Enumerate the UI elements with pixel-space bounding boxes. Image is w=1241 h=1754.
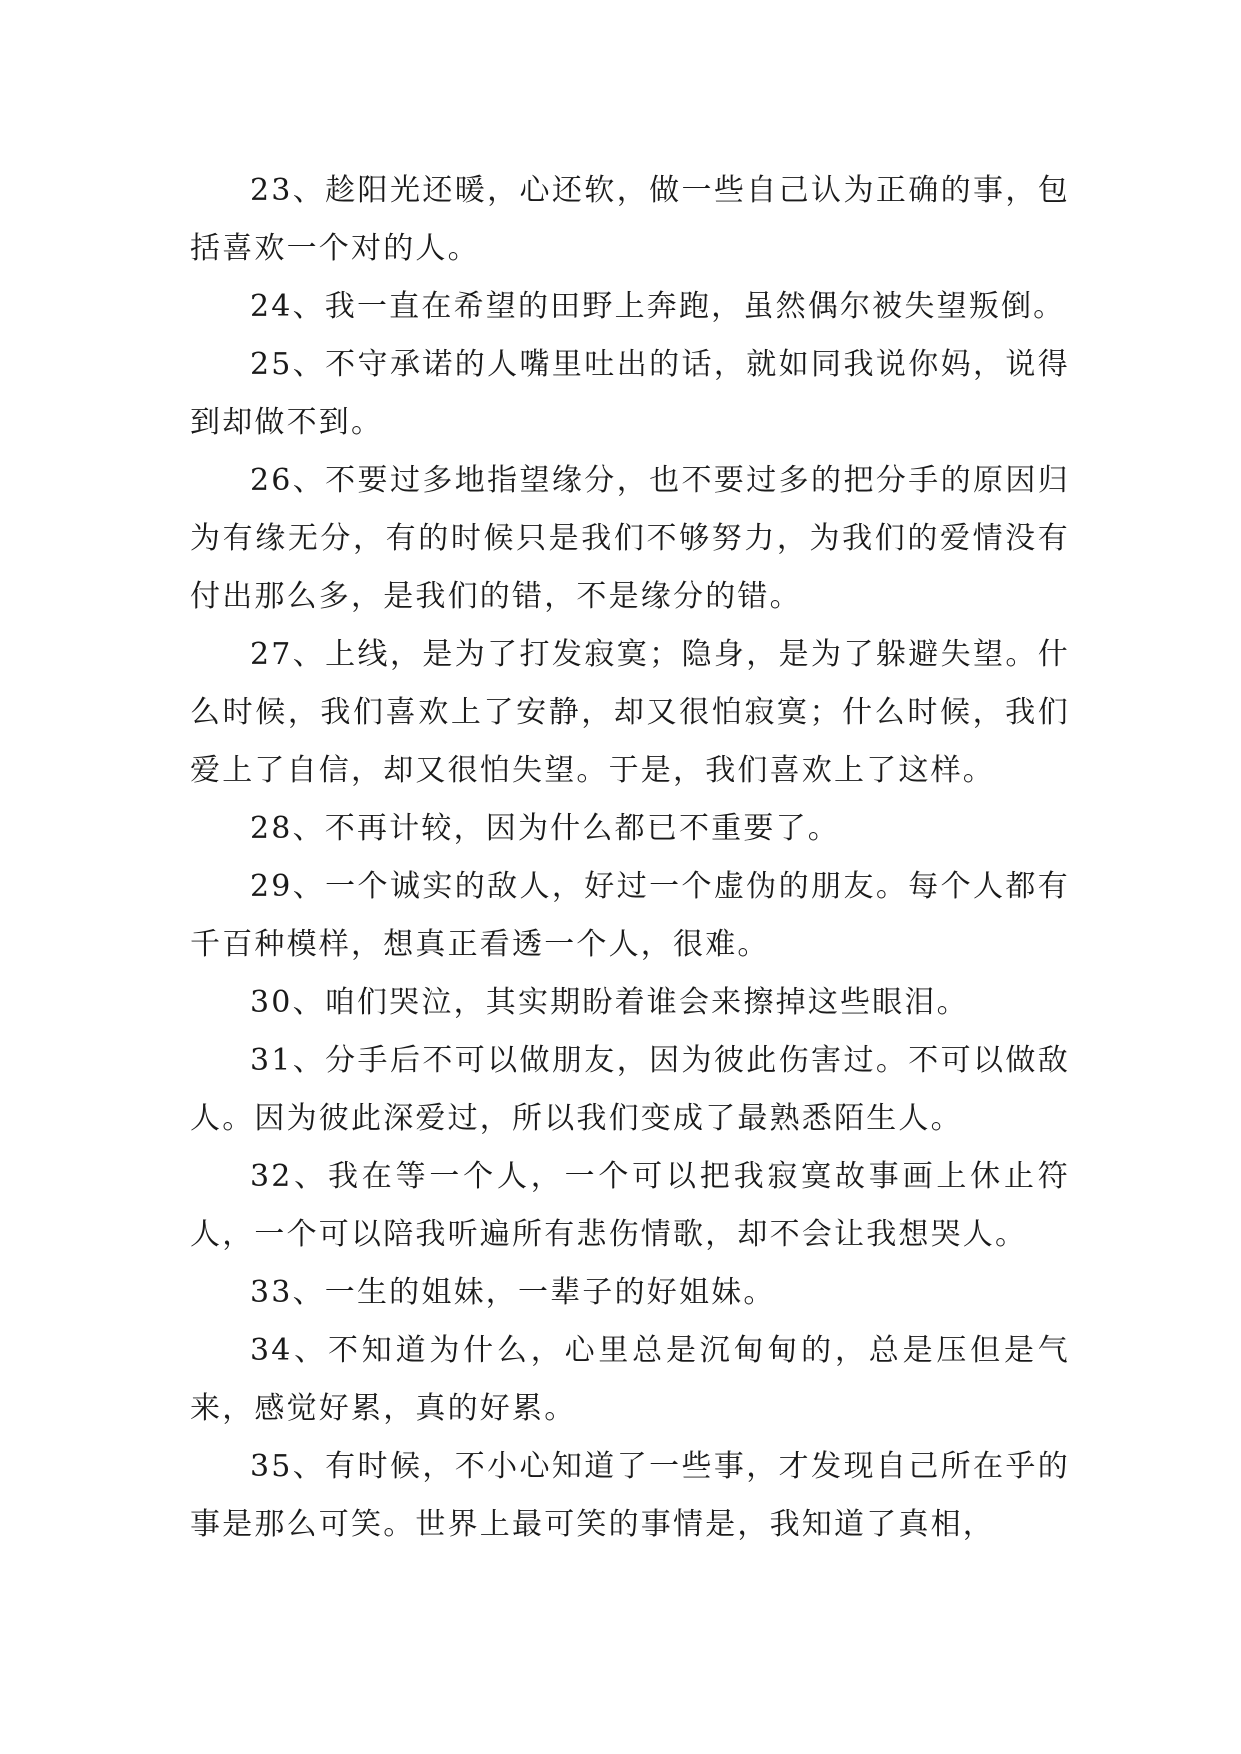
paragraph-26: 26、不要过多地指望缘分，也不要过多的把分手的原因归为有缘无分，有的时候只是我们不够努力，为我们的爱情没有付出那么多，是我们的错，不是缘分的错。 — [190, 463, 1070, 614]
paragraph-30: 30、咱们哭泣，其实期盼着谁会来擦掉这些眼泪。 — [250, 985, 969, 1020]
paragraph-31: 31、分手后不可以做朋友，因为彼此伤害过。不可以做敌人。因为彼此深爱过，所以我们变成了最熟悉陌生人。 — [190, 1043, 1070, 1136]
paragraph-23: 23、趁阳光还暖，心还软，做一些自己认为正确的事，包括喜欢一个对的人。 — [190, 173, 1070, 266]
paragraph-27: 27、上线，是为了打发寂寞；隐身，是为了躲避失望。什么时候，我们喜欢上了安静，却又很怕寂寞；什么时候，我们爱上了自信，却又很怕失望。于是，我们喜欢上了这样。 — [190, 637, 1070, 788]
paragraph-32: 32、我在等一个人，一个可以把我寂寞故事画上休止符人，一个可以陪我听遍所有悲伤情歌，却不会让我想哭人。 — [190, 1159, 1070, 1252]
document-body — [190, 162, 1070, 1554]
paragraph-25: 25、不守承诺的人嘴里吐出的话，就如同我说你妈，说得到却做不到。 — [190, 347, 1070, 440]
paragraph-29: 29、一个诚实的敌人，好过一个虚伪的朋友。每个人都有千百种模样，想真正看透一个人，很难。 — [190, 869, 1070, 962]
paragraph-34: 34、不知道为什么，心里总是沉甸甸的，总是压但是气来，感觉好累，真的好累。 — [190, 1333, 1070, 1426]
paragraph-24: 24、我一直在希望的田野上奔跑，虽然偶尔被失望叛倒。 — [250, 289, 1066, 324]
paragraph-33: 33、一生的姐妹，一辈子的好姐妹。 — [250, 1275, 776, 1310]
paragraph-35: 35、有时候，不小心知道了一些事，才发现自己所在乎的事是那么可笑。世界上最可笑的事情是，我知道了真相， — [190, 1449, 1070, 1542]
paragraph-28: 28、不再计较，因为什么都已不重要了。 — [250, 811, 840, 846]
